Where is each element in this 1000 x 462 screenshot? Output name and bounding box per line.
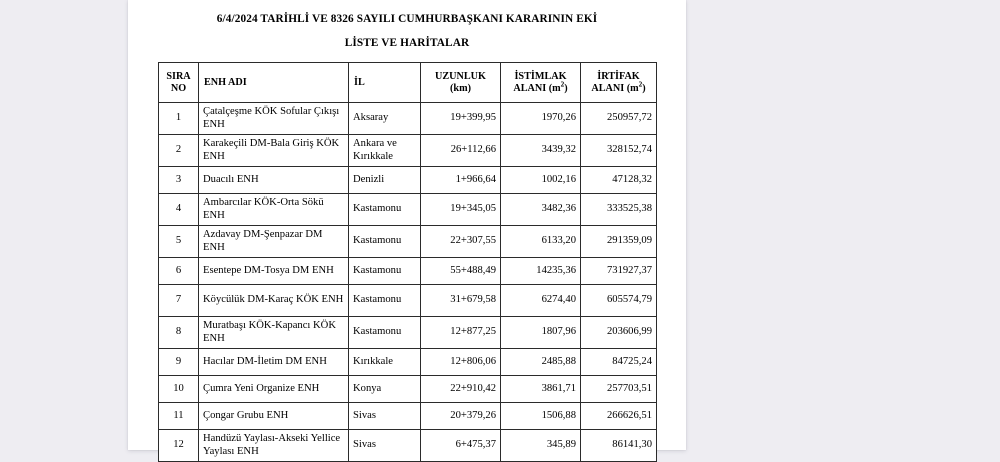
cell-sira-no: 10 (159, 376, 199, 403)
cell-enh-adi: Azdavay DM-Şenpazar DM ENH (199, 226, 349, 258)
liste-table-container (158, 62, 656, 462)
cell-irtifak-alani: 605574,79 (581, 285, 657, 317)
istimlak-line1: İSTİMLAK (514, 70, 567, 82)
cell-sira-no: 7 (159, 285, 199, 317)
cell-sira-no: 12 (159, 430, 199, 462)
column-header-irtifak-alani (581, 63, 657, 103)
cell-il: Kastamonu (349, 285, 421, 317)
cell-enh-adi: Esentepe DM-Tosya DM ENH (199, 258, 349, 285)
cell-uzunluk-km: 26+112,66 (421, 135, 501, 167)
cell-irtifak-alani: 84725,24 (581, 349, 657, 376)
cell-uzunluk-km: 55+488,49 (421, 258, 501, 285)
uzunluk-line2: (km) (450, 82, 471, 94)
cell-uzunluk-km: 20+379,26 (421, 403, 501, 430)
cell-il: Sivas (349, 403, 421, 430)
page-title: 6/4/2024 TARİHLİ VE 8326 SAYILI CUMHURBAŞKANI KARARININ EKİ (216, 13, 598, 25)
irtifak-line1: İRTİFAK (597, 70, 640, 82)
cell-sira-no: 8 (159, 317, 199, 349)
cell-uzunluk-km: 12+806,06 (421, 349, 501, 376)
cell-uzunluk-km: 12+877,25 (421, 317, 501, 349)
cell-il: Kastamonu (349, 194, 421, 226)
cell-sira-no: 3 (159, 167, 199, 194)
irtifak-line2: ALANI $(m^2)$ (591, 80, 646, 94)
cell-sira-no: 1 (159, 103, 199, 135)
cell-il: Konya (349, 376, 421, 403)
sira-no-line2: NO (170, 82, 187, 94)
cell-sira-no: 6 (159, 258, 199, 285)
superscript-two: 2 (638, 80, 643, 89)
cell-il: Kastamonu (349, 226, 421, 258)
uzunluk-line1: UZUNLUK (435, 70, 486, 82)
page-subtitle: LİSTE VE HARİTALAR (344, 36, 470, 49)
cell-enh-adi: Ambarcılar KÖK-Orta Sökü ENH (199, 194, 349, 226)
cell-uzunluk-km: 1+966,64 (421, 167, 501, 194)
cell-enh-adi: Çongar Grubu ENH (199, 403, 349, 430)
cell-irtifak-alani: 86141,30 (581, 430, 657, 462)
document-page (128, 0, 686, 457)
table-row (159, 103, 657, 135)
cell-irtifak-alani: 333525,38 (581, 194, 657, 226)
cell-irtifak-alani: 250957,72 (581, 103, 657, 135)
cell-sira-no: 5 (159, 226, 199, 258)
cell-enh-adi: Duacılı ENH (199, 167, 349, 194)
enh-liste-table (158, 62, 657, 462)
cell-enh-adi: Hacılar DM-İletim DM ENH (199, 349, 349, 376)
cell-irtifak-alani: 328152,74 (581, 135, 657, 167)
table-body (159, 103, 657, 462)
cell-istimlak-alani: 6274,40 (501, 285, 581, 317)
table-row (159, 226, 657, 258)
cell-il: Sivas (349, 430, 421, 462)
cell-irtifak-alani: 257703,51 (581, 376, 657, 403)
istimlak-line2: ALANI $(m^2)$ (513, 80, 568, 94)
cell-irtifak-alani: 203606,99 (581, 317, 657, 349)
superscript-two: 2 (560, 80, 565, 89)
cell-enh-adi: Çatalçeşme KÖK Sofular Çıkışı ENH (199, 103, 349, 135)
cell-sira-no: 11 (159, 403, 199, 430)
table-row (159, 285, 657, 317)
cell-istimlak-alani: 3482,36 (501, 194, 581, 226)
cell-sira-no: 9 (159, 349, 199, 376)
cell-il: Kastamonu (349, 258, 421, 285)
cell-istimlak-alani: 1970,26 (501, 103, 581, 135)
column-header-enh-adi: ENH ADI (199, 63, 349, 103)
table-row (159, 403, 657, 430)
cell-uzunluk-km: 19+345,05 (421, 194, 501, 226)
cell-enh-adi: Karakeçili DM-Bala Giriş KÖK ENH (199, 135, 349, 167)
column-header-uzunluk (421, 63, 501, 103)
cell-irtifak-alani: 291359,09 (581, 226, 657, 258)
table-row (159, 167, 657, 194)
column-header-istimlak-alani (501, 63, 581, 103)
cell-il: Ankara ve Kırıkkale (349, 135, 421, 167)
cell-il: Aksaray (349, 103, 421, 135)
table-row (159, 349, 657, 376)
cell-il: Kastamonu (349, 317, 421, 349)
cell-enh-adi: Handüzü Yaylası-Akseki Yellice Yaylası ENH (199, 430, 349, 462)
table-row (159, 376, 657, 403)
column-header-sira-no (159, 63, 199, 103)
table-row (159, 430, 657, 462)
document-header (128, 0, 686, 50)
table-row (159, 194, 657, 226)
cell-istimlak-alani: 6133,20 (501, 226, 581, 258)
cell-uzunluk-km: 31+679,58 (421, 285, 501, 317)
table-row (159, 317, 657, 349)
sira-no-line1: SIRA (166, 70, 191, 82)
cell-sira-no: 2 (159, 135, 199, 167)
cell-istimlak-alani: 1807,96 (501, 317, 581, 349)
cell-il: Kırıkkale (349, 349, 421, 376)
table-header (159, 63, 657, 103)
cell-istimlak-alani: 1002,16 (501, 167, 581, 194)
cell-istimlak-alani: 1506,88 (501, 403, 581, 430)
cell-enh-adi: Köycülük DM-Karaç KÖK ENH (199, 285, 349, 317)
cell-enh-adi: Muratbaşı KÖK-Kapancı KÖK ENH (199, 317, 349, 349)
cell-irtifak-alani: 731927,37 (581, 258, 657, 285)
table-row (159, 135, 657, 167)
cell-enh-adi: Çumra Yeni Organize ENH (199, 376, 349, 403)
cell-istimlak-alani: 2485,88 (501, 349, 581, 376)
cell-istimlak-alani: 3439,32 (501, 135, 581, 167)
cell-uzunluk-km: 19+399,95 (421, 103, 501, 135)
table-header-row (159, 63, 657, 103)
cell-uzunluk-km: 6+475,37 (421, 430, 501, 462)
cell-uzunluk-km: 22+910,42 (421, 376, 501, 403)
cell-uzunluk-km: 22+307,55 (421, 226, 501, 258)
cell-istimlak-alani: 345,89 (501, 430, 581, 462)
cell-il: Denizli (349, 167, 421, 194)
cell-istimlak-alani: 3861,71 (501, 376, 581, 403)
cell-irtifak-alani: 266626,51 (581, 403, 657, 430)
table-row (159, 258, 657, 285)
cell-sira-no: 4 (159, 194, 199, 226)
column-header-il: İL (349, 63, 421, 103)
cell-irtifak-alani: 47128,32 (581, 167, 657, 194)
cell-istimlak-alani: 14235,36 (501, 258, 581, 285)
